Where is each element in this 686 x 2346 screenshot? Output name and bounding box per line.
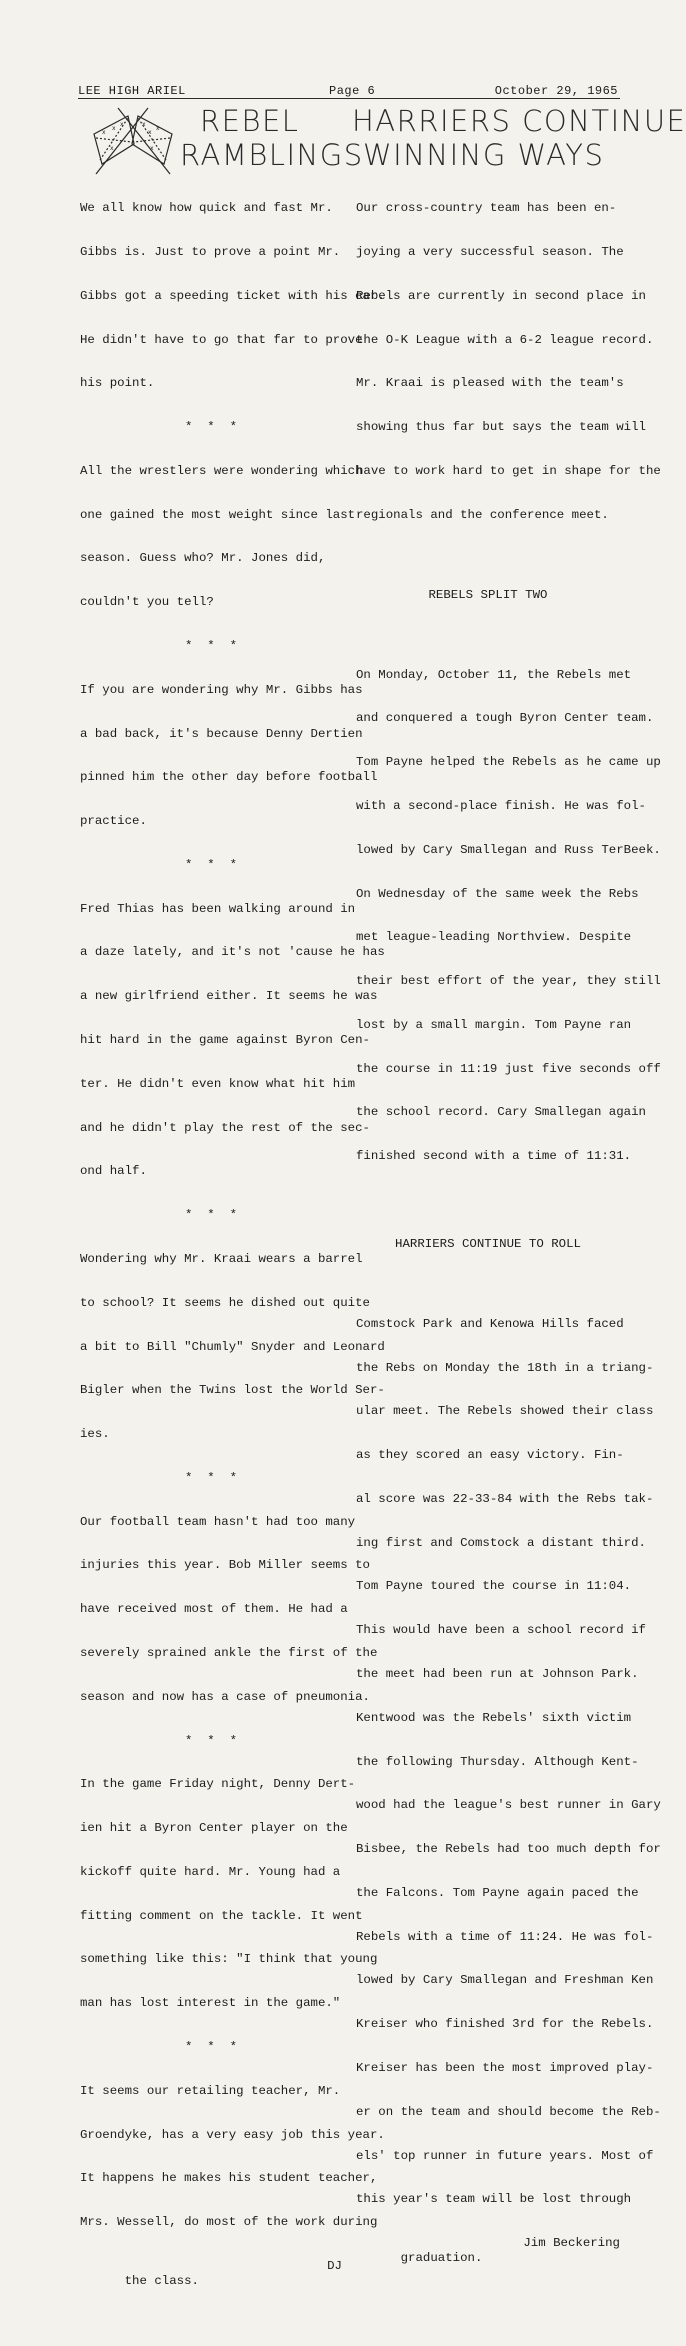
- text-line: the school record. Cary Smallegan again: [356, 1105, 646, 1120]
- page-number: Page 6: [329, 84, 376, 98]
- text-line: lowed by Cary Smallegan and Freshman Ken: [356, 1973, 654, 1988]
- crossed-confederate-flags-icon: [88, 104, 178, 178]
- text-line: We all know how quick and fast Mr.: [80, 201, 333, 216]
- text-line: On Wednesday of the same week the Rebs: [356, 886, 639, 901]
- text-line: ond half.: [80, 1164, 147, 1179]
- text-line: have to work hard to get in shape for the: [356, 463, 661, 478]
- svg-text:x: x: [142, 121, 146, 128]
- text-line: a daze lately, and it's not 'cause he has: [80, 945, 385, 960]
- issue-date: October 29, 1965: [494, 84, 618, 98]
- svg-text:x: x: [110, 145, 114, 152]
- text-line: his point.: [80, 376, 155, 391]
- left-headline-line1: REBEL: [200, 104, 300, 138]
- text-line: fitting comment on the tackle. It went: [80, 1908, 363, 1923]
- text-line: On Monday, October 11, the Rebels met: [356, 667, 632, 682]
- subheading: HARRIERS CONTINUE TO ROLL: [395, 1236, 581, 1251]
- text-line: ular meet. The Rebels showed their class: [356, 1404, 654, 1419]
- section-separator: * * *: [184, 1733, 238, 1748]
- svg-text:x: x: [120, 121, 124, 128]
- text-line: If you are wondering why Mr. Gibbs has: [80, 682, 363, 697]
- text-line: finished second with a time of 11:31.: [356, 1149, 632, 1164]
- text-line: lost by a small margin. Tom Payne ran: [356, 1017, 632, 1032]
- text-line: Mrs. Wessell, do most of the work during: [80, 2215, 378, 2230]
- svg-text:x: x: [102, 129, 106, 136]
- section-separator: * * *: [184, 639, 238, 653]
- text-line: a bit to Bill "Chumly" Snyder and Leonard: [80, 1339, 385, 1354]
- text-line: as they scored an easy victory. Fin-: [356, 1448, 624, 1463]
- text-line: Our football team hasn't had too many: [80, 1514, 356, 1529]
- section-separator: * * *: [184, 1208, 238, 1223]
- text-line: have received most of them. He had a: [80, 1602, 348, 1617]
- text-line: In the game Friday night, Denny Dert-: [80, 1777, 356, 1792]
- text-line: els' top runner in future years. Most of: [356, 2148, 654, 2163]
- masthead-rule: [78, 98, 620, 99]
- text-line: severely sprained ankle the first of the: [80, 1645, 378, 1660]
- text-line: and he didn't play the rest of the sec-: [80, 1120, 370, 1135]
- right-headline-line2: WINNING WAYS: [363, 138, 605, 172]
- text-line: couldn't you tell?: [80, 595, 214, 610]
- svg-text:x: x: [112, 125, 116, 132]
- text-line: Tom Payne toured the course in 11:04.: [356, 1579, 632, 1594]
- text-line: al score was 22-33-84 with the Rebs tak-: [356, 1491, 654, 1506]
- text-line: to school? It seems he dished out quite: [80, 1295, 370, 1310]
- text-line: regionals and the conference meet.: [356, 507, 609, 522]
- text-line: a bad back, it's because Denny Dertien: [80, 726, 363, 741]
- text-line: season. Guess who? Mr. Jones did,: [80, 551, 326, 566]
- text-line: Gibbs is. Just to prove a point Mr.: [80, 244, 341, 259]
- text-line: their best effort of the year, they still: [356, 974, 661, 989]
- text-line: ies.: [80, 1427, 110, 1442]
- text-line: with a second-place finish. He was fol-: [356, 798, 646, 813]
- text-line: lowed by Cary Smallegan and Russ TerBeek.: [356, 842, 661, 857]
- text-line: Kentwood was the Rebels' sixth victim: [356, 1710, 632, 1725]
- text-line: one gained the most weight since last: [80, 507, 356, 522]
- author-initials: DJ: [327, 2258, 342, 2273]
- section-separator: * * *: [184, 2040, 238, 2054]
- text-line: something like this: "I think that young: [80, 1952, 378, 1967]
- text-line: pinned him the other day before football: [80, 770, 378, 785]
- text-line: this year's team will be lost through: [356, 2192, 632, 2207]
- text-line: It happens he makes his student teacher,: [80, 2171, 378, 2186]
- svg-text:x: x: [150, 145, 154, 152]
- text-line: Bisbee, the Rebels had too much depth for: [356, 1842, 661, 1857]
- rebel-ramblings-column: [80, 172, 385, 2346]
- text-line: Wondering why Mr. Kraai wears a barrel: [80, 1251, 363, 1266]
- text-line: All the wrestlers were wondering which: [80, 463, 363, 478]
- text-line: hit hard in the game against Byron Cen-: [80, 1033, 370, 1048]
- text-line: the course in 11:19 just five seconds off: [356, 1061, 661, 1076]
- text-line: a new girlfriend either. It seems he was: [80, 989, 378, 1004]
- text-line: the meet had been run at Johnson Park.: [356, 1666, 639, 1681]
- text-line: practice.: [80, 814, 147, 829]
- text-line: joying a very successful season. The: [356, 244, 624, 259]
- text-line: Bigler when the Twins lost the World Ser-: [80, 1383, 385, 1398]
- text-line: Gibbs got a speeding ticket with his car.: [80, 288, 385, 303]
- text-line: ing first and Comstock a distant third.: [356, 1535, 646, 1550]
- byline: Jim Beckering: [523, 2236, 620, 2251]
- text-line: season and now has a case of pneumonia.: [80, 1689, 370, 1704]
- text-line: wood had the league's best runner in Gary: [356, 1798, 661, 1813]
- text-line: the Falcons. Tom Payne again paced the: [356, 1885, 639, 1900]
- text-line: Mr. Kraai is pleased with the team's: [356, 376, 624, 391]
- text-line: er on the team and should become the Reb-: [356, 2104, 661, 2119]
- publication-name: LEE HIGH ARIEL: [78, 84, 186, 98]
- section-separator: * * *: [184, 420, 238, 435]
- text-line: Tom Payne helped the Rebels as he came up: [356, 755, 661, 770]
- text-line: graduation.: [400, 2250, 483, 2265]
- section-separator: * * *: [184, 1470, 238, 1485]
- svg-text:x: x: [148, 129, 152, 136]
- text-line: This would have been a school record if: [356, 1623, 646, 1638]
- text-line: Rebels with a time of 11:24. He was fol-: [356, 1929, 654, 1944]
- text-line: Kreiser has been the most improved play-: [356, 2061, 654, 2075]
- left-headline-line2: RAMBLINGS: [180, 138, 364, 172]
- svg-text:x: x: [156, 125, 160, 132]
- text-line: showing thus far but says the team will: [356, 420, 646, 435]
- text-line: man has lost interest in the game.": [80, 1996, 341, 2011]
- subheading: REBELS SPLIT TWO: [428, 587, 548, 602]
- text-line: and conquered a tough Byron Center team.: [356, 711, 654, 726]
- right-headline-line1: HARRIERS CONTINUE: [352, 104, 686, 138]
- text-line: the Rebs on Monday the 18th in a triang-: [356, 1360, 654, 1375]
- masthead: [78, 84, 618, 98]
- text-line: the O-K League with a 6-2 league record.: [356, 332, 654, 347]
- text-line: Kreiser who finished 3rd for the Rebels.: [356, 2017, 654, 2032]
- section-separator: * * *: [184, 857, 238, 872]
- text-line: Our cross-country team has been en-: [356, 201, 617, 216]
- text-line: Groendyke, has a very easy job this year.: [80, 2127, 385, 2142]
- text-line: ien hit a Byron Center player on the: [80, 1821, 348, 1836]
- text-line: Rebels are currently in second place in: [356, 288, 646, 303]
- text-line: the following Thursday. Although Kent-: [356, 1754, 639, 1769]
- text-line: the class.: [124, 2273, 199, 2288]
- text-line: He didn't have to go that far to prove: [80, 332, 363, 347]
- harriers-column: [356, 172, 661, 2324]
- text-line: kickoff quite hard. Mr. Young had a: [80, 1864, 341, 1879]
- text-line: Comstock Park and Kenowa Hills faced: [356, 1316, 624, 1331]
- text-line: injuries this year. Bob Miller seems to: [80, 1558, 370, 1573]
- text-line: met league-leading Northview. Despite: [356, 930, 632, 945]
- text-line: It seems our retailing teacher, Mr.: [80, 2083, 341, 2098]
- text-line: ter. He didn't even know what hit him: [80, 1076, 356, 1091]
- text-line: Fred Thias has been walking around in: [80, 901, 356, 916]
